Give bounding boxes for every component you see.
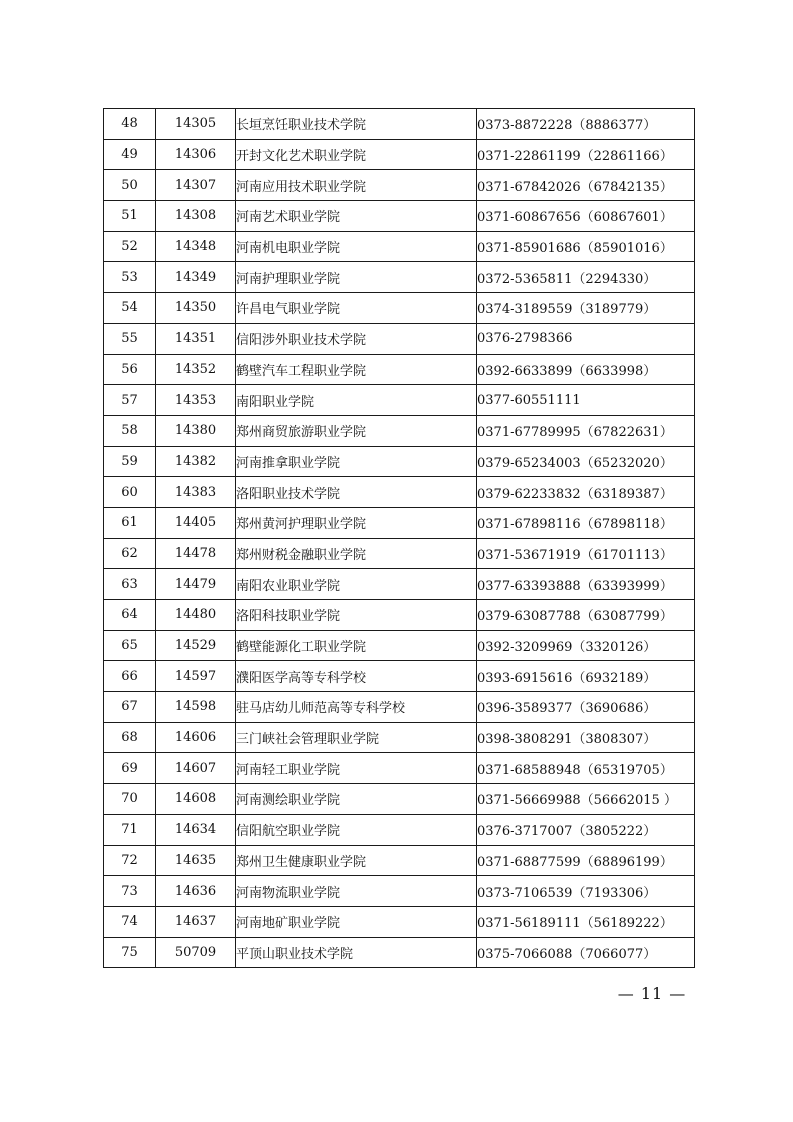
institution-code-cell: 14352 — [156, 354, 236, 385]
table-row — [104, 600, 695, 631]
institution-code-cell: 14382 — [156, 446, 236, 477]
row-number-cell: 68 — [104, 722, 156, 753]
row-number-cell: 61 — [104, 507, 156, 538]
table-row — [104, 630, 695, 661]
institution-code-cell: 14608 — [156, 784, 236, 815]
institution-name-cell: 洛阳职业技术学院 — [236, 477, 477, 508]
institution-code-cell: 14480 — [156, 600, 236, 631]
table-row — [104, 139, 695, 170]
institution-code-cell: 14351 — [156, 323, 236, 354]
institution-name-cell: 河南护理职业学院 — [236, 262, 477, 293]
institution-code-cell: 14306 — [156, 139, 236, 170]
table-row — [104, 661, 695, 692]
institution-code-cell: 14479 — [156, 569, 236, 600]
college-table — [103, 108, 695, 968]
table-row — [104, 784, 695, 815]
institution-code-cell: 14607 — [156, 753, 236, 784]
row-number-cell: 62 — [104, 538, 156, 569]
row-number-cell: 72 — [104, 845, 156, 876]
contact-phone-cell: 0374-3189559（3189779） — [477, 293, 695, 324]
table-row — [104, 937, 695, 968]
contact-phone-cell: 0393-6915616（6932189） — [477, 661, 695, 692]
contact-phone-cell: 0379-62233832（63189387） — [477, 477, 695, 508]
institution-code-cell: 14353 — [156, 385, 236, 416]
contact-phone-cell: 0377-63393888（63393999） — [477, 569, 695, 600]
row-number-cell: 54 — [104, 293, 156, 324]
contact-phone-cell: 0379-65234003（65232020） — [477, 446, 695, 477]
institution-name-cell: 濮阳医学高等专科学校 — [236, 661, 477, 692]
table-row — [104, 446, 695, 477]
institution-name-cell: 开封文化艺术职业学院 — [236, 139, 477, 170]
row-number-cell: 65 — [104, 630, 156, 661]
contact-phone-cell: 0376-3717007（3805222） — [477, 814, 695, 845]
contact-phone-cell: 0371-85901686（85901016） — [477, 231, 695, 262]
institution-name-cell: 河南艺术职业学院 — [236, 201, 477, 232]
institution-code-cell: 14380 — [156, 415, 236, 446]
contact-phone-cell: 0371-60867656（60867601） — [477, 201, 695, 232]
row-number-cell: 66 — [104, 661, 156, 692]
row-number-cell: 58 — [104, 415, 156, 446]
institution-name-cell: 长垣烹饪职业技术学院 — [236, 109, 477, 140]
contact-phone-cell: 0371-22861199（22861166） — [477, 139, 695, 170]
contact-phone-cell: 0392-6633899（6633998） — [477, 354, 695, 385]
institution-name-cell: 河南机电职业学院 — [236, 231, 477, 262]
table-row — [104, 507, 695, 538]
row-number-cell: 48 — [104, 109, 156, 140]
institution-code-cell: 14598 — [156, 692, 236, 723]
institution-code-cell: 14635 — [156, 845, 236, 876]
row-number-cell: 70 — [104, 784, 156, 815]
table-row — [104, 876, 695, 907]
institution-name-cell: 南阳农业职业学院 — [236, 569, 477, 600]
contact-phone-cell: 0379-63087788（63087799） — [477, 600, 695, 631]
institution-code-cell: 14529 — [156, 630, 236, 661]
institution-code-cell: 14307 — [156, 170, 236, 201]
row-number-cell: 63 — [104, 569, 156, 600]
table-row — [104, 814, 695, 845]
table-row — [104, 692, 695, 723]
contact-phone-cell: 0375-7066088（7066077） — [477, 937, 695, 968]
institution-name-cell: 河南测绘职业学院 — [236, 784, 477, 815]
row-number-cell: 53 — [104, 262, 156, 293]
institution-code-cell: 14348 — [156, 231, 236, 262]
table-row — [104, 323, 695, 354]
institution-code-cell: 14349 — [156, 262, 236, 293]
contact-phone-cell: 0398-3808291（3808307） — [477, 722, 695, 753]
contact-phone-cell: 0371-67789995（67822631） — [477, 415, 695, 446]
contact-phone-cell: 0373-8872228（8886377） — [477, 109, 695, 140]
table-row — [104, 722, 695, 753]
page-number: — 11 — — [617, 984, 687, 1003]
table-row — [104, 231, 695, 262]
row-number-cell: 73 — [104, 876, 156, 907]
contact-phone-cell: 0371-68588948（65319705） — [477, 753, 695, 784]
table-row — [104, 845, 695, 876]
row-number-cell: 56 — [104, 354, 156, 385]
contact-phone-cell: 0392-3209969（3320126） — [477, 630, 695, 661]
institution-name-cell: 河南地矿职业学院 — [236, 906, 477, 937]
institution-code-cell: 14636 — [156, 876, 236, 907]
table-row — [104, 262, 695, 293]
institution-code-cell: 14597 — [156, 661, 236, 692]
institution-code-cell: 14634 — [156, 814, 236, 845]
row-number-cell: 59 — [104, 446, 156, 477]
contact-phone-cell: 0371-53671919（61701113） — [477, 538, 695, 569]
institution-name-cell: 信阳涉外职业技术学院 — [236, 323, 477, 354]
row-number-cell: 51 — [104, 201, 156, 232]
institution-code-cell: 50709 — [156, 937, 236, 968]
contact-phone-cell: 0376-2798366 — [477, 323, 695, 354]
contact-phone-cell: 0396-3589377（3690686） — [477, 692, 695, 723]
table-row — [104, 477, 695, 508]
table-row — [104, 201, 695, 232]
table-row — [104, 293, 695, 324]
contact-phone-cell: 0371-56669988（56662015 ） — [477, 784, 695, 815]
contact-phone-cell: 0371-68877599（68896199） — [477, 845, 695, 876]
institution-code-cell: 14305 — [156, 109, 236, 140]
table-row — [104, 354, 695, 385]
table-row — [104, 170, 695, 201]
institution-name-cell: 河南推拿职业学院 — [236, 446, 477, 477]
institution-name-cell: 鹤壁汽车工程职业学院 — [236, 354, 477, 385]
contact-phone-cell: 0371-56189111（56189222） — [477, 906, 695, 937]
institution-name-cell: 郑州卫生健康职业学院 — [236, 845, 477, 876]
institution-name-cell: 许昌电气职业学院 — [236, 293, 477, 324]
institution-code-cell: 14308 — [156, 201, 236, 232]
institution-code-cell: 14637 — [156, 906, 236, 937]
institution-name-cell: 鹤壁能源化工职业学院 — [236, 630, 477, 661]
institution-name-cell: 三门峡社会管理职业学院 — [236, 722, 477, 753]
row-number-cell: 74 — [104, 906, 156, 937]
row-number-cell: 57 — [104, 385, 156, 416]
table-row — [104, 569, 695, 600]
row-number-cell: 69 — [104, 753, 156, 784]
institution-code-cell: 14350 — [156, 293, 236, 324]
institution-name-cell: 郑州商贸旅游职业学院 — [236, 415, 477, 446]
contact-phone-cell: 0377-60551111 — [477, 385, 695, 416]
institution-code-cell: 14478 — [156, 538, 236, 569]
college-table-body — [104, 109, 695, 968]
institution-name-cell: 河南轻工职业学院 — [236, 753, 477, 784]
row-number-cell: 60 — [104, 477, 156, 508]
institution-code-cell: 14405 — [156, 507, 236, 538]
row-number-cell: 67 — [104, 692, 156, 723]
institution-name-cell: 河南物流职业学院 — [236, 876, 477, 907]
table-row — [104, 753, 695, 784]
row-number-cell: 71 — [104, 814, 156, 845]
table-row — [104, 385, 695, 416]
row-number-cell: 55 — [104, 323, 156, 354]
institution-code-cell: 14383 — [156, 477, 236, 508]
contact-phone-cell: 0372-5365811（2294330） — [477, 262, 695, 293]
institution-name-cell: 洛阳科技职业学院 — [236, 600, 477, 631]
institution-code-cell: 14606 — [156, 722, 236, 753]
institution-name-cell: 信阳航空职业学院 — [236, 814, 477, 845]
contact-phone-cell: 0371-67898116（67898118） — [477, 507, 695, 538]
table-row — [104, 906, 695, 937]
institution-name-cell: 河南应用技术职业学院 — [236, 170, 477, 201]
row-number-cell: 52 — [104, 231, 156, 262]
row-number-cell: 50 — [104, 170, 156, 201]
row-number-cell: 49 — [104, 139, 156, 170]
institution-name-cell: 郑州黄河护理职业学院 — [236, 507, 477, 538]
contact-phone-cell: 0371-67842026（67842135） — [477, 170, 695, 201]
institution-name-cell: 平顶山职业技术学院 — [236, 937, 477, 968]
table-row — [104, 109, 695, 140]
table-row — [104, 415, 695, 446]
institution-name-cell: 南阳职业学院 — [236, 385, 477, 416]
table-row — [104, 538, 695, 569]
institution-name-cell: 郑州财税金融职业学院 — [236, 538, 477, 569]
row-number-cell: 75 — [104, 937, 156, 968]
institution-name-cell: 驻马店幼儿师范高等专科学校 — [236, 692, 477, 723]
row-number-cell: 64 — [104, 600, 156, 631]
contact-phone-cell: 0373-7106539（7193306） — [477, 876, 695, 907]
